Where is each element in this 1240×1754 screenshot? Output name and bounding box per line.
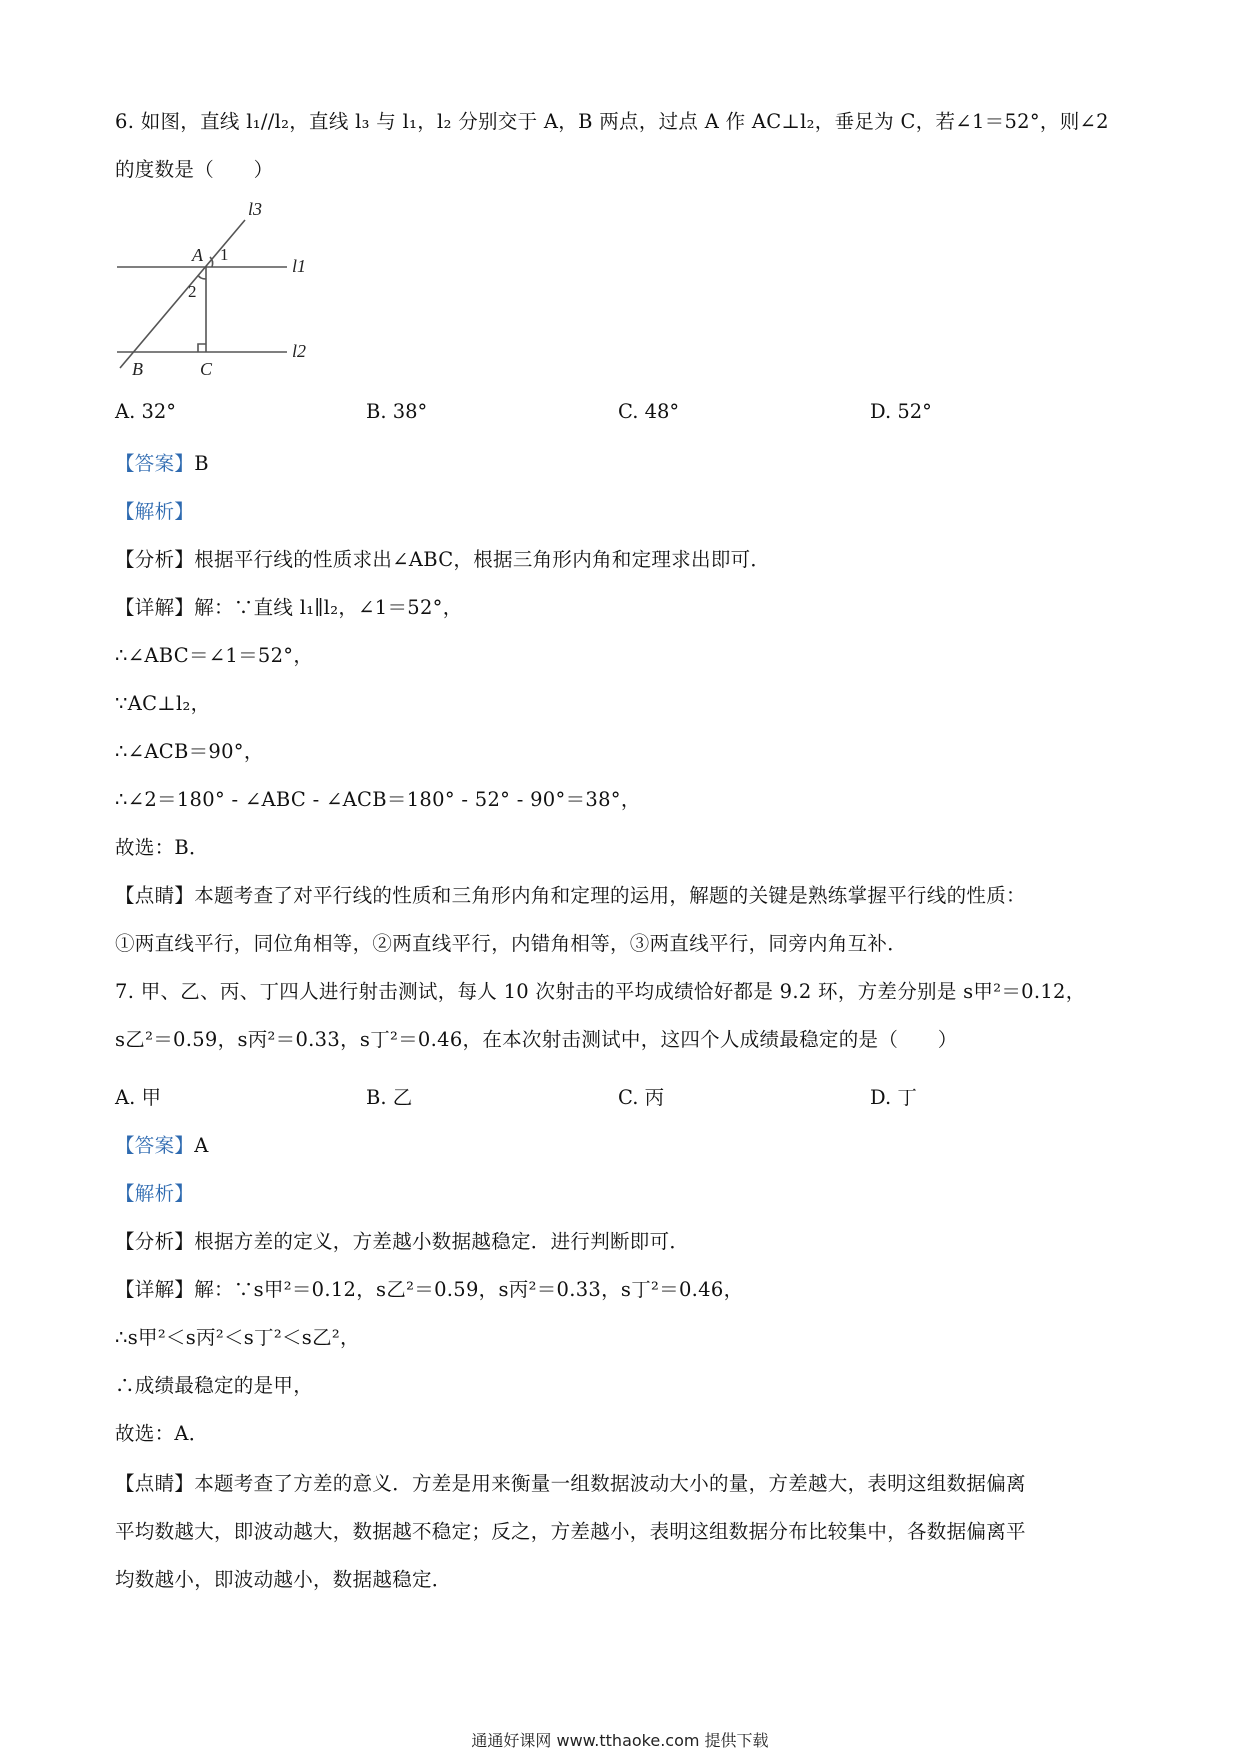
- q7-detail-line: 故选：A．: [115, 1422, 209, 1445]
- q6-detail-line: ∵AC⊥l₂，: [115, 692, 211, 715]
- q6-analysis-label: 【解析】: [115, 500, 195, 523]
- q7-fenxi: 【分析】根据方差的定义，方差越小数据越稳定．进行判断即可．: [115, 1230, 690, 1253]
- q7-detail-line: 【详解】解：∵s甲²＝0.12，s乙²＝0.59，s丙²＝0.33，s丁²＝0.46，: [115, 1278, 744, 1301]
- angle-2-arc: [198, 275, 206, 279]
- label-l1: l1: [292, 256, 307, 276]
- q6-detail-line: ∴∠ABC＝∠1＝52°，: [115, 644, 314, 667]
- q6-stem-line1: 6. 如图，直线 l₁//l₂，直线 l₃ 与 l₁，l₂ 分别交于 A，B 两点，过点 A 作 AC⊥l₂，垂足为 C，若∠1＝52°，则∠2: [115, 110, 1109, 133]
- label-b: B: [132, 359, 143, 379]
- q7-analysis-label: 【解析】: [115, 1182, 195, 1205]
- q7-dianjing-line: 【点睛】本题考查了方差的意义．方差是用来衡量一组数据波动大小的量，方差越大，表明这组数据偏离: [115, 1472, 1026, 1495]
- answer-label: 【答案】: [115, 452, 195, 475]
- q7-dianjing-line: 均数越小，即波动越小，数据越稳定．: [115, 1568, 452, 1591]
- q7-detail-line: ∴成绩最稳定的是甲，: [115, 1374, 314, 1397]
- q7-detail-line: ∴s甲²＜s丙²＜s丁²＜s乙²，: [115, 1326, 360, 1349]
- q6-detail-line: 【详解】解：∵直线 l₁∥l₂，∠1＝52°，: [115, 596, 463, 619]
- line-l3: [120, 220, 245, 368]
- label-c: C: [200, 359, 213, 379]
- q7-dianjing-line: 平均数越大，即波动越大，数据越不稳定；反之，方差越小，表明这组数据分布比较集中，各数据偏离平: [115, 1520, 1026, 1543]
- q7-stem-line1: 7. 甲、乙、丙、丁四人进行射击测试，每人 10 次射击的平均成绩恰好都是 9.2 环，方差分别是 s甲²＝0.12，: [115, 980, 1086, 1003]
- answer-value: A: [194, 1134, 209, 1157]
- q6-stem-line2: 的度数是（ ）: [115, 158, 274, 181]
- label-1: 1: [220, 245, 229, 264]
- q6-option-b: B. 38°: [366, 400, 428, 423]
- answer-value: B: [194, 452, 209, 475]
- label-l2: l2: [292, 341, 307, 361]
- q6-option-a: A. 32°: [115, 400, 177, 423]
- label-a: A: [192, 245, 203, 265]
- q6-option-d: D. 52°: [870, 400, 932, 423]
- q7-option-a: A. 甲: [115, 1086, 161, 1109]
- right-angle-mark: [198, 344, 206, 352]
- q7-answer: [115, 1130, 209, 1158]
- q7-option-c: C. 丙: [618, 1086, 665, 1109]
- answer-label: 【答案】: [115, 1134, 195, 1157]
- q7-option-b: B. 乙: [366, 1086, 413, 1109]
- label-2: 2: [188, 282, 197, 301]
- q6-answer: [115, 448, 209, 476]
- q6-detail-line: ∴∠ACB＝90°，: [115, 740, 264, 763]
- q6-detail-line: ∴∠2＝180° - ∠ABC - ∠ACB＝180° - 52° - 90°＝38°，: [115, 788, 641, 811]
- q7-stem-line2: s乙²＝0.59，s丙²＝0.33，s丁²＝0.46，在本次射击测试中，这四个人成绩最稳定的是（ ）: [115, 1028, 958, 1051]
- q7-option-d: D. 丁: [870, 1086, 917, 1109]
- label-l3: l3: [248, 199, 263, 219]
- q6-detail-line: 故选：B．: [115, 836, 209, 859]
- parallel-lines-figure: [112, 195, 322, 385]
- q6-fenxi: 【分析】根据平行线的性质求出∠ABC，根据三角形内角和定理求出即可．: [115, 548, 771, 571]
- q6-dianjing-line: ①两直线平行，同位角相等，②两直线平行，内错角相等，③两直线平行，同旁内角互补．: [115, 932, 908, 955]
- q6-option-c: C. 48°: [618, 400, 680, 423]
- q6-dianjing-line: 【点睛】本题考查了对平行线的性质和三角形内角和定理的运用，解题的关键是熟练掌握平行线的性质：: [115, 884, 1026, 907]
- page-footer: 通通好课网 www.tthaoke.com 提供下载: [471, 1731, 769, 1750]
